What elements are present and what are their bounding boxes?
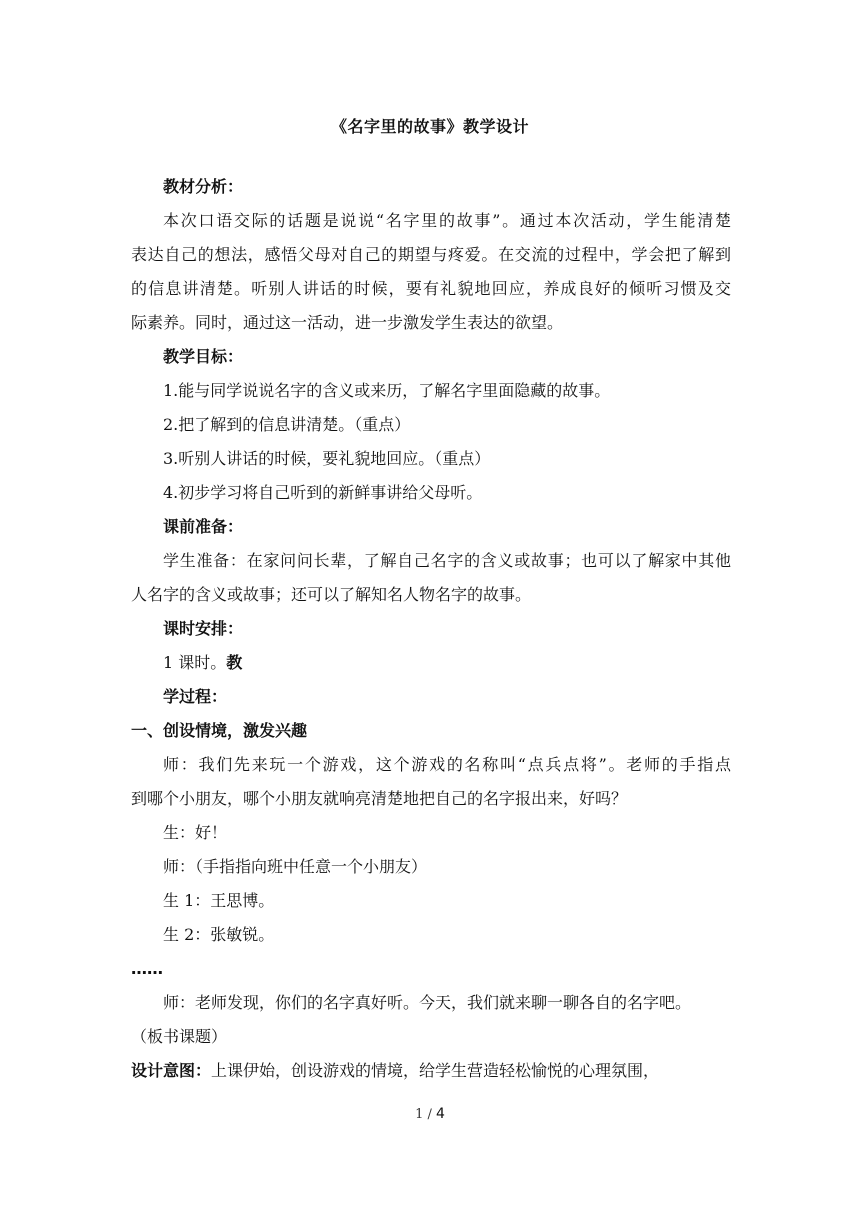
dialog-line: 生：好！ — [163, 823, 228, 842]
section-heading-process: 学过程： — [163, 687, 228, 706]
goal-item: 3.听别人讲话的时候，要礼貌地回应。（重点） — [163, 449, 491, 468]
schedule-bold-text: 教 — [226, 653, 243, 672]
page-number: 1 / — [415, 1107, 432, 1122]
goal-item: 1.能与同学说说名字的含义或来历，了解名字里面隐藏的故事。 — [163, 381, 611, 400]
design-intent-label: 设计意图： — [131, 1061, 212, 1080]
page-footer — [0, 1106, 860, 1122]
goal-item: 4.初步学习将自己听到的新鲜事讲给父母听。 — [163, 483, 483, 502]
page-total: 4 — [436, 1106, 445, 1122]
schedule-line — [131, 646, 731, 680]
paragraph-line: 的信息讲清楚。听别人讲话的时候，要有礼貌地回应，养成良好的倾听习惯及交 — [131, 279, 731, 298]
dialog-line: 师：（手指指向班中任意一个小朋友） — [163, 857, 428, 876]
schedule-text: 1 课时。 — [163, 653, 227, 672]
paragraph-line: 表达自己的想法，感悟父母对自己的期望与疼爱。在交流的过程中，学会把了解到 — [131, 245, 731, 264]
dialog-line: （板书课题） — [131, 1027, 228, 1046]
paragraph-line: 际素养。同时，通过这一活动，进一步激发学生表达的欲望。 — [131, 313, 564, 332]
goal-item: 2.把了解到的信息讲清楚。（重点） — [163, 415, 411, 434]
dialog-line: 师：老师发现，你们的名字真好听。今天，我们就来聊一聊各自的名字吧。 — [163, 993, 692, 1012]
dialog-line: 到哪个小朋友，哪个小朋友就响亮清楚地把自己的名字报出来，好吗？ — [131, 789, 628, 808]
dialog-line: 师：我们先来玩一个游戏，这个游戏的名称叫“点兵点将”。老师的手指点 — [163, 755, 731, 774]
ellipsis-line: …… — [131, 959, 163, 978]
design-intent-line — [131, 1054, 731, 1088]
paragraph-line: 本次口语交际的话题是说说“名字里的故事”。通过本次活动，学生能清楚 — [163, 211, 731, 230]
paragraph-line: 学生准备：在家问问长辈，了解自己名字的含义或故事；也可以了解家中其他 — [163, 551, 731, 570]
dialog-line: 生 1：王思博。 — [163, 891, 275, 910]
section-heading-analysis: 教材分析： — [163, 177, 244, 196]
section-heading-prep: 课前准备： — [163, 517, 244, 536]
section-heading-goals: 教学目标： — [163, 347, 244, 366]
document-body — [131, 170, 731, 1088]
paragraph-line: 人名字的含义或故事；还可以了解知名人物名字的故事。 — [131, 585, 532, 604]
section-heading-schedule: 课时安排： — [163, 619, 244, 638]
step-heading: 一、创设情境，激发兴趣 — [131, 721, 308, 740]
design-intent-text: 上课伊始，创设游戏的情境，给学生营造轻松愉悦的心理氛围， — [211, 1061, 660, 1080]
document-title: 《名字里的故事》教学设计 — [330, 117, 529, 136]
dialog-line: 生 2：张敏锐。 — [163, 925, 275, 944]
